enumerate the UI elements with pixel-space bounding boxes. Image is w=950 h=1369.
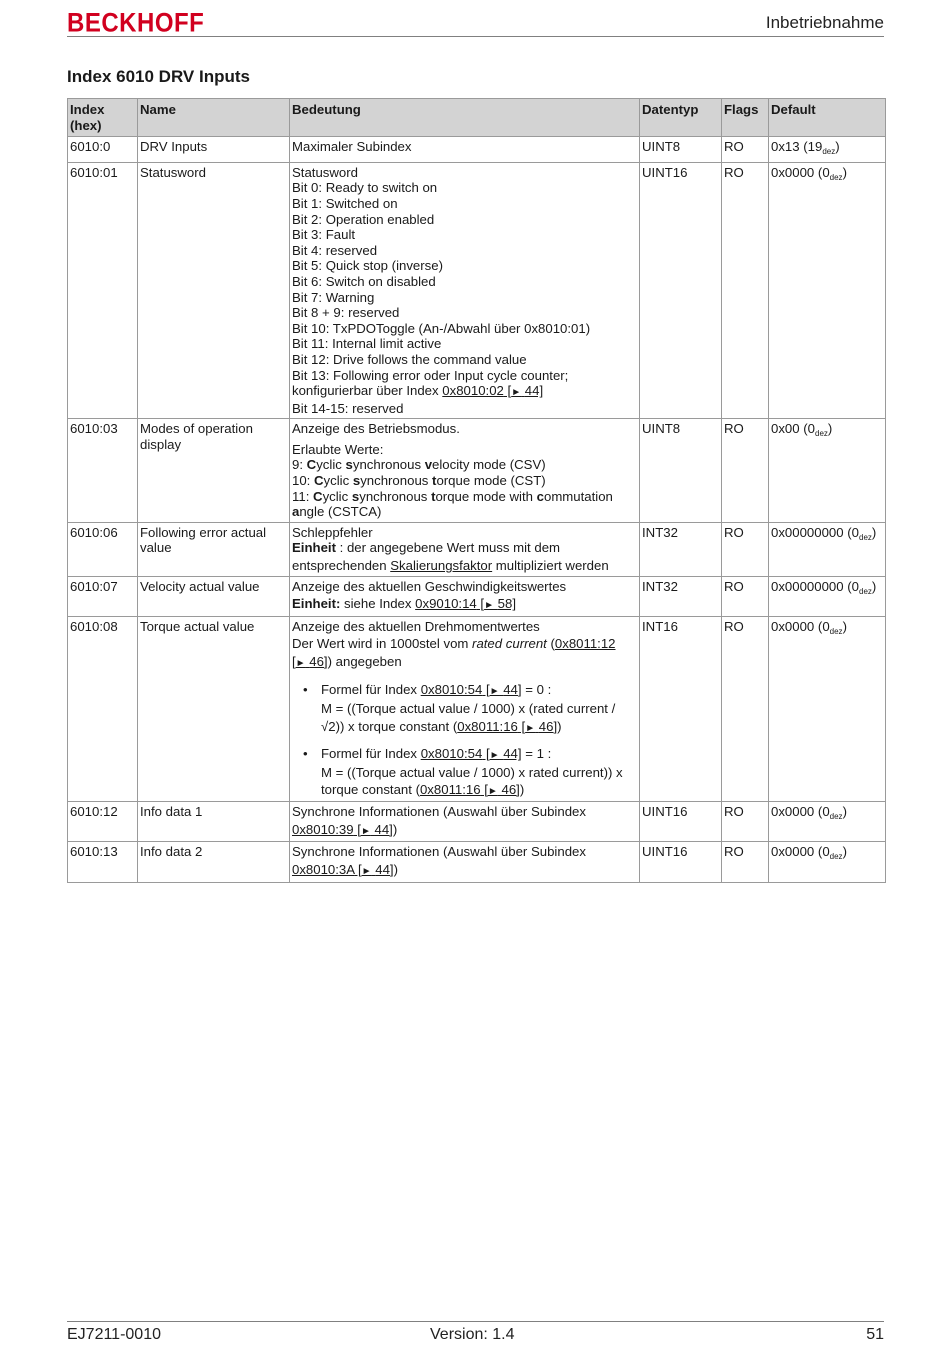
cell-name: Velocity actual value [138,576,290,616]
cell-type: INT32 [640,576,722,616]
cell-flags: RO [722,162,769,419]
link-0x8010-54[interactable]: 0x8010:54 [► 44] [420,746,522,762]
cell-index: 6010:08 [68,616,138,801]
header-rule [67,36,884,37]
cell-flags: RO [722,576,769,616]
bullet-icon: • [303,746,308,762]
cell-default: 0x0000 $(0_{dez})$ [769,842,886,882]
cell-meaning: Anzeige des aktuellen Drehmomentwertes Der Wert wird in 1000stel vom rated current (0x8011:12 [► 46]) angegeben • Formel für Index 0x8010:54 [► 44] = 0 : M = ((Torque actual value / 1000) x (rated current / √2)) x torque constant (0x8011:16 [► 46]) • Formel für Index 0x8010:54 [► 44] = 1 : M = ((Torque actual value / 1000) x rated current)) x torque constant (0x8011:16 [► 46]) [290,616,640,801]
table-header-row [68,99,886,137]
cell-meaning: Synchrone Informationen (Auswahl über Subindex 0x8010:3A [► 44]) [290,842,640,882]
cell-index: 6010:01 [68,162,138,419]
cell-meaning: Statusword Bit 0: Ready to switch on Bit 1: Switched on Bit 2: Operation enabled Bit 3: Fault Bit 4: reserved Bit 5: Quick stop (inverse) Bit 6: Switch on disabled Bit 7: Warning Bit 8 + 9: reserved Bit 10: TxPDOToggle (An-/Abwahl über 0x8010:01) Bit 11: Internal limit active Bit 12: Drive follows the command value Bit 13: Following error oder Input cycle counter; konfigurierbar über Index 0x8010:02 [► 44] Bit 14-15: reserved [290,162,640,419]
page-number: 51 [866,1326,884,1343]
cell-type: UINT16 [640,802,722,842]
table-row [68,419,886,523]
link-0x8011-16[interactable]: 0x8011:16 [► 46] [457,718,558,734]
cell-default: 0x0000 $(0_{dez})$ [769,616,886,801]
footer-version: Version: 1.4 [430,1326,515,1343]
cell-type: INT32 [640,522,722,576]
arrow-right-icon: ► [511,387,522,399]
bullet-icon: • [303,681,308,697]
cell-index: 6010:12 [68,802,138,842]
cell-index: 6010:03 [68,419,138,523]
section-title: Inbetriebnahme [765,13,884,32]
cell-name: Info data 2 [138,842,290,882]
cell-flags: RO [722,802,769,842]
footer-product: EJ7211-0010 [67,1326,161,1343]
cell-flags: RO [722,842,769,882]
arrow-right-icon: ► [360,825,371,837]
cell-default: 0x00 $(0_{dez})$ [769,419,886,523]
cell-meaning: Maximaler Subindex [290,137,640,163]
cell-meaning: Synchrone Informationen (Auswahl über Subindex 0x8010:39 [► 44]) [290,802,640,842]
col-header-name: Name [138,99,290,137]
table-row [68,616,886,801]
cell-name: DRV Inputs [138,137,290,163]
link-skalierungsfaktor[interactable]: Skalierungsfaktor [390,558,493,574]
beckhoff-logo: BECKHOFF [67,8,205,39]
cell-type: INT16 [640,616,722,801]
footer-rule [67,1321,884,1322]
cell-flags: RO [722,616,769,801]
table-row [68,162,886,419]
arrow-right-icon: ► [489,750,500,762]
cell-flags: RO [722,419,769,523]
list-item: • Formel für Index 0x8010:54 [► 44] = 0 : M = ((Torque actual value / 1000) x (rated current / √2)) x torque constant (0x8011:16 [► 46]) [292,682,637,737]
link-0x8010-3a[interactable]: 0x8010:3A [► 44] [292,861,394,877]
link-0x9010-14[interactable]: 0x9010:14 [► 58] [415,596,516,612]
table-row [68,522,886,576]
col-header-flags: Flags [722,99,769,137]
table-row [68,802,886,842]
object-table [67,98,886,883]
cell-meaning: Anzeige des Betriebsmodus. Erlaubte Werte: 9: Cyclic synchronous velocity mode (CSV) 10: Cyclic synchronous torque mode (CST) 11: Cyclic synchronous torque mode with commutation angle (CSTCA) [290,419,640,523]
cell-default: 0x00000000 $(0_{dez})$ [769,522,886,576]
cell-index: 6010:0 [68,137,138,163]
cell-name: Statusword [138,162,290,419]
col-header-default: Default [769,99,886,137]
page-heading: Index 6010 DRV Inputs [67,67,250,86]
col-header-meaning: Bedeutung [290,99,640,137]
cell-default: 0x0000 $(0_{dez})$ [769,802,886,842]
arrow-right-icon: ► [525,722,536,734]
cell-name: Following error actual value [138,522,290,576]
cell-type: UINT16 [640,842,722,882]
cell-flags: RO [722,522,769,576]
link-0x8011-16[interactable]: 0x8011:16 [► 46] [419,781,520,797]
cell-type: UINT8 [640,137,722,163]
link-ref-46[interactable]: [► 46] [292,654,328,669]
cell-index: 6010:06 [68,522,138,576]
table-row [68,842,886,882]
cell-default: 0x00000000 $(0_{dez})$ [769,576,886,616]
cell-index: 6010:13 [68,842,138,882]
cell-index: 6010:07 [68,576,138,616]
link-0x8010-39[interactable]: 0x8010:39 [► 44] [292,821,393,837]
cell-name: Torque actual value [138,616,290,801]
cell-name: Modes of operation display [138,419,290,523]
link-0x8010-54[interactable]: 0x8010:54 [► 44] [420,681,522,697]
cell-flags: RO [722,137,769,163]
col-header-type: Datentyp [640,99,722,137]
cell-meaning: Anzeige des aktuellen Geschwindigkeitswertes Einheit: siehe Index 0x9010:14 [► 58] [290,576,640,616]
cell-name: Info data 1 [138,802,290,842]
arrow-right-icon: ► [487,785,498,797]
cell-type: UINT8 [640,419,722,523]
table-row [68,576,886,616]
list-item: • Formel für Index 0x8010:54 [► 44] = 1 : M = ((Torque actual value / 1000) x rated current)) x torque constant (0x8011:16 [► 46]) [292,746,637,799]
arrow-right-icon: ► [484,600,494,612]
arrow-right-icon: ► [361,865,372,877]
arrow-right-icon: ► [295,658,306,669]
cell-type: UINT16 [640,162,722,419]
link-0x8010-02[interactable]: 0x8010:02 [► 44] [442,383,544,399]
link-0x8011-12[interactable]: 0x8011:12 [554,636,616,652]
col-header-index: Index (hex) [68,99,138,137]
cell-default: 0x0000 $(0_{dez})$ [769,162,886,419]
cell-default: 0x13 $(19_{dez})$ [769,137,886,163]
arrow-right-icon: ► [489,685,500,697]
cell-meaning: Schleppfehler Einheit : der angegebene Wert muss mit dem entsprechenden Skalierungsfaktor multipliziert werden [290,522,640,576]
table-row [68,137,886,163]
